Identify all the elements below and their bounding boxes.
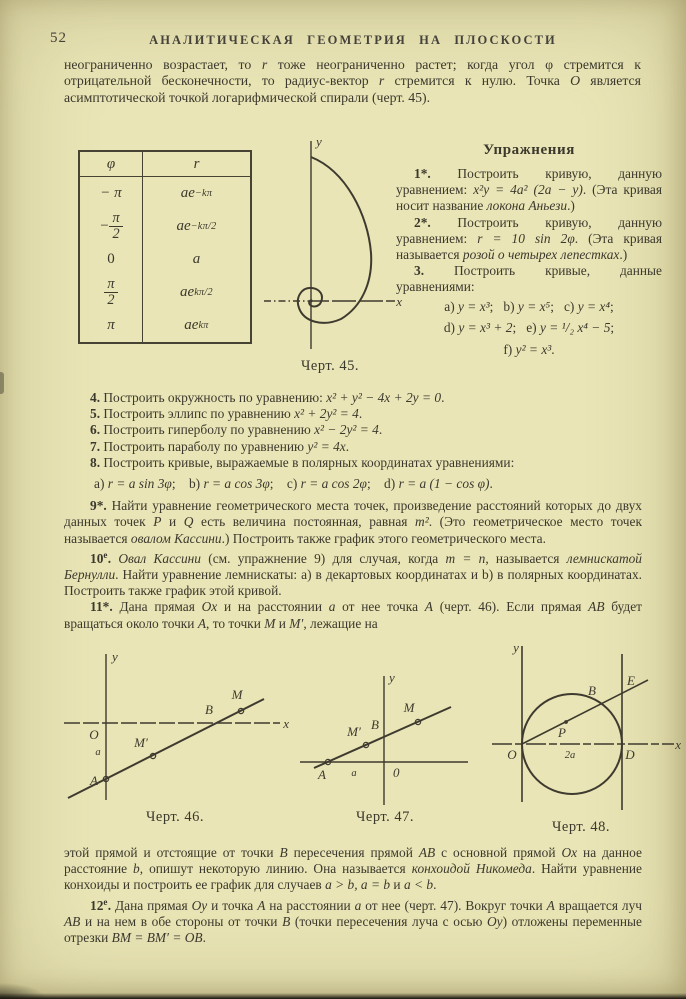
figure-47-strophoid-setup <box>296 650 474 826</box>
table-header-r: r <box>193 156 200 172</box>
table-cell-r: ae −kπ <box>180 185 213 201</box>
running-title: АНАЛИТИЧЕСКАЯ ГЕОМЕТРИЯ НА ПЛОСКОСТИ <box>149 33 557 47</box>
label-O: 0 <box>393 765 400 780</box>
origin-point <box>310 300 313 303</box>
axis-label-y: y <box>513 640 519 655</box>
label-O: O <box>507 747 517 762</box>
figure-46-conchoid-setup <box>56 650 294 826</box>
equation-line: a) y = x³; b) y = x⁵; c) y = x⁴; <box>444 298 614 314</box>
label-M: M <box>403 700 415 715</box>
label-D: D <box>625 747 635 762</box>
label-M: M <box>231 687 243 702</box>
label-M-prime: M′ <box>347 724 361 739</box>
scan-corner-shadow <box>0 983 46 999</box>
exercise-2: 2*. Построить кривую, данную уравнением: r = 10 sin 2φ. (Эта кривая называется розой о четырех лепестках.) <box>396 214 663 263</box>
table-cell-phi: $\frac{\pi}{2}$ <box>80 276 143 309</box>
axis-label-y: y <box>316 134 322 149</box>
exercise-10: $10^е$. Овал Кассини (см. упражнение 9) для случая, когда m = n, называется лемнискатой Бернулли. Найти уравнение лемнискаты: a) в декартовых координатах и b) в полярных координатах. Построить также график этой кривой. <box>64 549 642 599</box>
table-row <box>80 276 250 309</box>
equation-line: f) y² = x³. <box>503 341 555 357</box>
exercise-4: 4. Построить окружность по уравнению: x² + y² − 4x + 2y = 0. <box>90 390 445 405</box>
figure-45-caption: Черт. 45. <box>300 358 360 374</box>
label-A: A <box>318 767 326 782</box>
figure-46-caption: Черт. 46. <box>145 809 205 825</box>
table-cell-r: a <box>192 251 201 267</box>
spiral-plot <box>254 131 406 357</box>
line-AB <box>314 707 451 768</box>
table-header-phi: φ <box>80 152 143 176</box>
exercise-11-continuation: этой прямой и отстоящие от точки B пересечения прямой AB с основной прямой Ox на данное расстояние b, опишут некоторую линию. Она называется конхоидой Никомеда. Найти уравнение конхоиды и построить ее график для случаев a > b, a = b и a < b. <box>64 845 642 893</box>
fig48-plot <box>480 638 682 818</box>
table-cell-phi: π <box>80 309 143 342</box>
exercises-block <box>64 390 642 632</box>
table-cell-r: ae −kπ/2 <box>176 218 217 234</box>
middle-band <box>0 134 686 392</box>
table-row <box>80 309 250 342</box>
exercise-6: 6. Построить гиперболу по уравнению x² − 2y² = 4. <box>90 422 383 438</box>
table-row <box>80 210 250 243</box>
figure-47-caption: Черт. 47. <box>355 809 415 825</box>
label-2a-diameter: 2a <box>564 750 576 761</box>
exercises-column <box>396 142 662 360</box>
label-B: B <box>205 702 213 717</box>
table-cell-r: ae kπ <box>184 317 209 333</box>
exercise-11: 11*. Дана прямая Ox и на расстоянии a от нее точка A (черт. 46). Если прямая AB будет вращаться около точки A, то точки M и M′, лежащие на <box>64 599 642 631</box>
table-cell-phi: 0 <box>80 243 143 276</box>
exercise-5: 5. Построить эллипс по уравнению x² + 2y² = 4. <box>90 406 363 422</box>
table-header-row <box>80 152 250 177</box>
axis-label-y: y <box>389 670 395 685</box>
fig47-plot <box>296 650 474 808</box>
equation-line: d) y = x³ + 2; e) y = ¹/₂ x⁴ − 5; <box>443 320 615 336</box>
fig46-plot <box>56 650 294 808</box>
exercise-9: 9*. Найти уравнение геометрического места точек, произведение расстояний которых до двух данных точек P и Q есть величина постоянная, равная m². (Это геометрическое место точек называется овалом Кассини.) Построить также график этого геометрического места. <box>64 498 642 546</box>
exercise-8-equations: a) r = a sin 3φ; b) r = a cos 3φ; c) r = a cos 2φ; d) r = a (1 − cos φ). <box>94 476 493 492</box>
page-number: 52 <box>50 30 67 46</box>
exercise-7: 7. Построить параболу по уравнению y² = 4x. <box>90 438 350 454</box>
label-A: A <box>90 773 98 788</box>
point-P <box>564 720 568 724</box>
label-a-distance: a <box>95 747 101 758</box>
exercise-3: 3. Построить кривые, данные уравнениями: <box>396 263 662 295</box>
label-O: O <box>89 727 99 742</box>
figure-48-caption: Черт. 48. <box>551 819 611 835</box>
table-cell-phi: − $\frac{\pi}{2}$ <box>80 210 143 243</box>
figure-45-log-spiral <box>252 131 408 375</box>
label-a-distance: a <box>351 768 357 779</box>
table-row <box>80 243 250 276</box>
label-B: B <box>371 717 379 732</box>
exercise-8: 8. Построить кривые, выражаемые в полярных координатах уравнениями: <box>90 454 515 470</box>
logarithmic-spiral-curve <box>298 157 371 323</box>
label-B: B <box>588 683 596 698</box>
exercise-3-equations <box>396 296 662 361</box>
label-E: E <box>627 673 635 688</box>
table-cell-phi: − π <box>80 177 143 210</box>
label-P: P <box>558 725 566 740</box>
table-row <box>80 177 250 210</box>
exercise-1: 1*. Построить кривую, данную уравнением: x²y = 4a² (2a − y). (Эта кривая носит название локона Аньези.) <box>396 166 663 214</box>
axis-label-y: y <box>112 650 118 664</box>
axis-label-x: x <box>396 294 402 309</box>
exercises-heading: Упражнения <box>483 142 575 158</box>
polar-values-table <box>78 150 252 344</box>
bottom-text-block <box>64 845 642 946</box>
label-M-prime: M′ <box>134 735 148 750</box>
figure-48-circle-secant <box>480 638 682 836</box>
table-cell-r: ae kπ/2 <box>180 284 213 300</box>
axis-label-x: x <box>675 737 681 752</box>
ray-OE <box>522 680 648 744</box>
exercise-12: $12^е$. Дана прямая Oy и точка A на расстоянии a от нее (черт. 47). Вокруг точки A вращается луч AB и на нем в обе стороны от точки B (точки пересечения луча с осью Oy) отложены переменные отрезки BM = BM′ = OB. <box>64 896 643 946</box>
intro-paragraph: неограниченно возрастает, то r тоже неограниченно растет; когда угол φ стремится к отрицательной бесконечности, то радиус-вектор r стремится к нулю. Точка O является асимптотической точкой логарифмической спирали (черт. 45). <box>64 57 641 105</box>
axis-label-x: x <box>283 716 289 731</box>
